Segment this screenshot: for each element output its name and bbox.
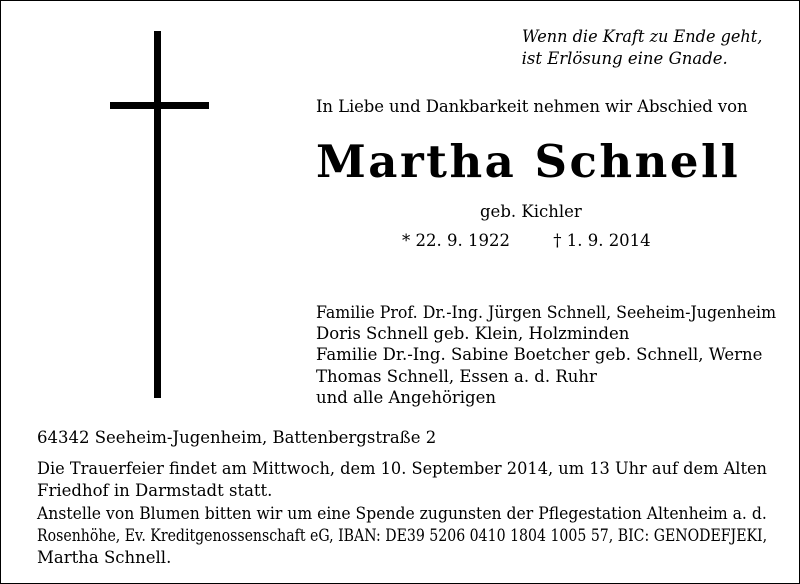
ceremony-notice xyxy=(37,458,767,502)
mourning-address: 64342 Seeheim-Jugenheim, Battenbergstraße 2 xyxy=(37,428,437,447)
farewell-intro: In Liebe und Dankbarkeit nehmen wir Abschied von xyxy=(316,97,748,116)
deceased-name: Martha Schnell xyxy=(316,135,741,188)
mourner-line: Doris Schnell geb. Klein, Holzminden xyxy=(316,324,630,344)
cross-icon-vertical xyxy=(154,31,161,398)
motto-line-2: ist Erlösung eine Gnade. xyxy=(521,49,728,68)
ceremony-line-1: Die Trauerfeier findet am Mittwoch, dem 10. September 2014, um 13 Uhr auf dem Alten xyxy=(37,459,767,478)
ceremony-line-2: Friedhof in Darmstadt statt. xyxy=(37,481,273,500)
mourner-line: Familie Prof. Dr.-Ing. Jürgen Schnell, Seeheim-Jugenheim xyxy=(316,303,777,322)
donation-line-1: Anstelle von Blumen bitten wir um eine Spende zugunsten der Pflegestation Altenheim a. d. xyxy=(37,504,767,523)
donation-notice xyxy=(37,503,767,569)
donation-line-2: Rosenhöhe, Ev. Kreditgenossenschaft eG, IBAN: DE39 5206 0410 1804 1005 57, BIC: GENODEFJEKI, xyxy=(37,526,768,545)
mourner-line: Familie Dr.-Ing. Sabine Boetcher geb. Schnell, Werne xyxy=(316,345,763,365)
motto-quote xyxy=(522,26,768,70)
mourner-line: und alle Angehörigen xyxy=(316,387,497,407)
motto-line-1: Wenn die Kraft zu Ende geht, xyxy=(521,27,762,46)
mourner-line: Thomas Schnell, Essen a. d. Ruhr xyxy=(316,366,597,386)
maiden-name: geb. Kichler xyxy=(480,202,582,221)
death-date: † 1. 9. 2014 xyxy=(553,231,651,250)
donation-line-3: Martha Schnell. xyxy=(37,548,172,567)
life-dates xyxy=(402,231,651,250)
birth-date: * 22. 9. 1922 xyxy=(402,231,510,250)
cross-icon-horizontal xyxy=(110,102,209,109)
mourners-list xyxy=(316,302,797,408)
